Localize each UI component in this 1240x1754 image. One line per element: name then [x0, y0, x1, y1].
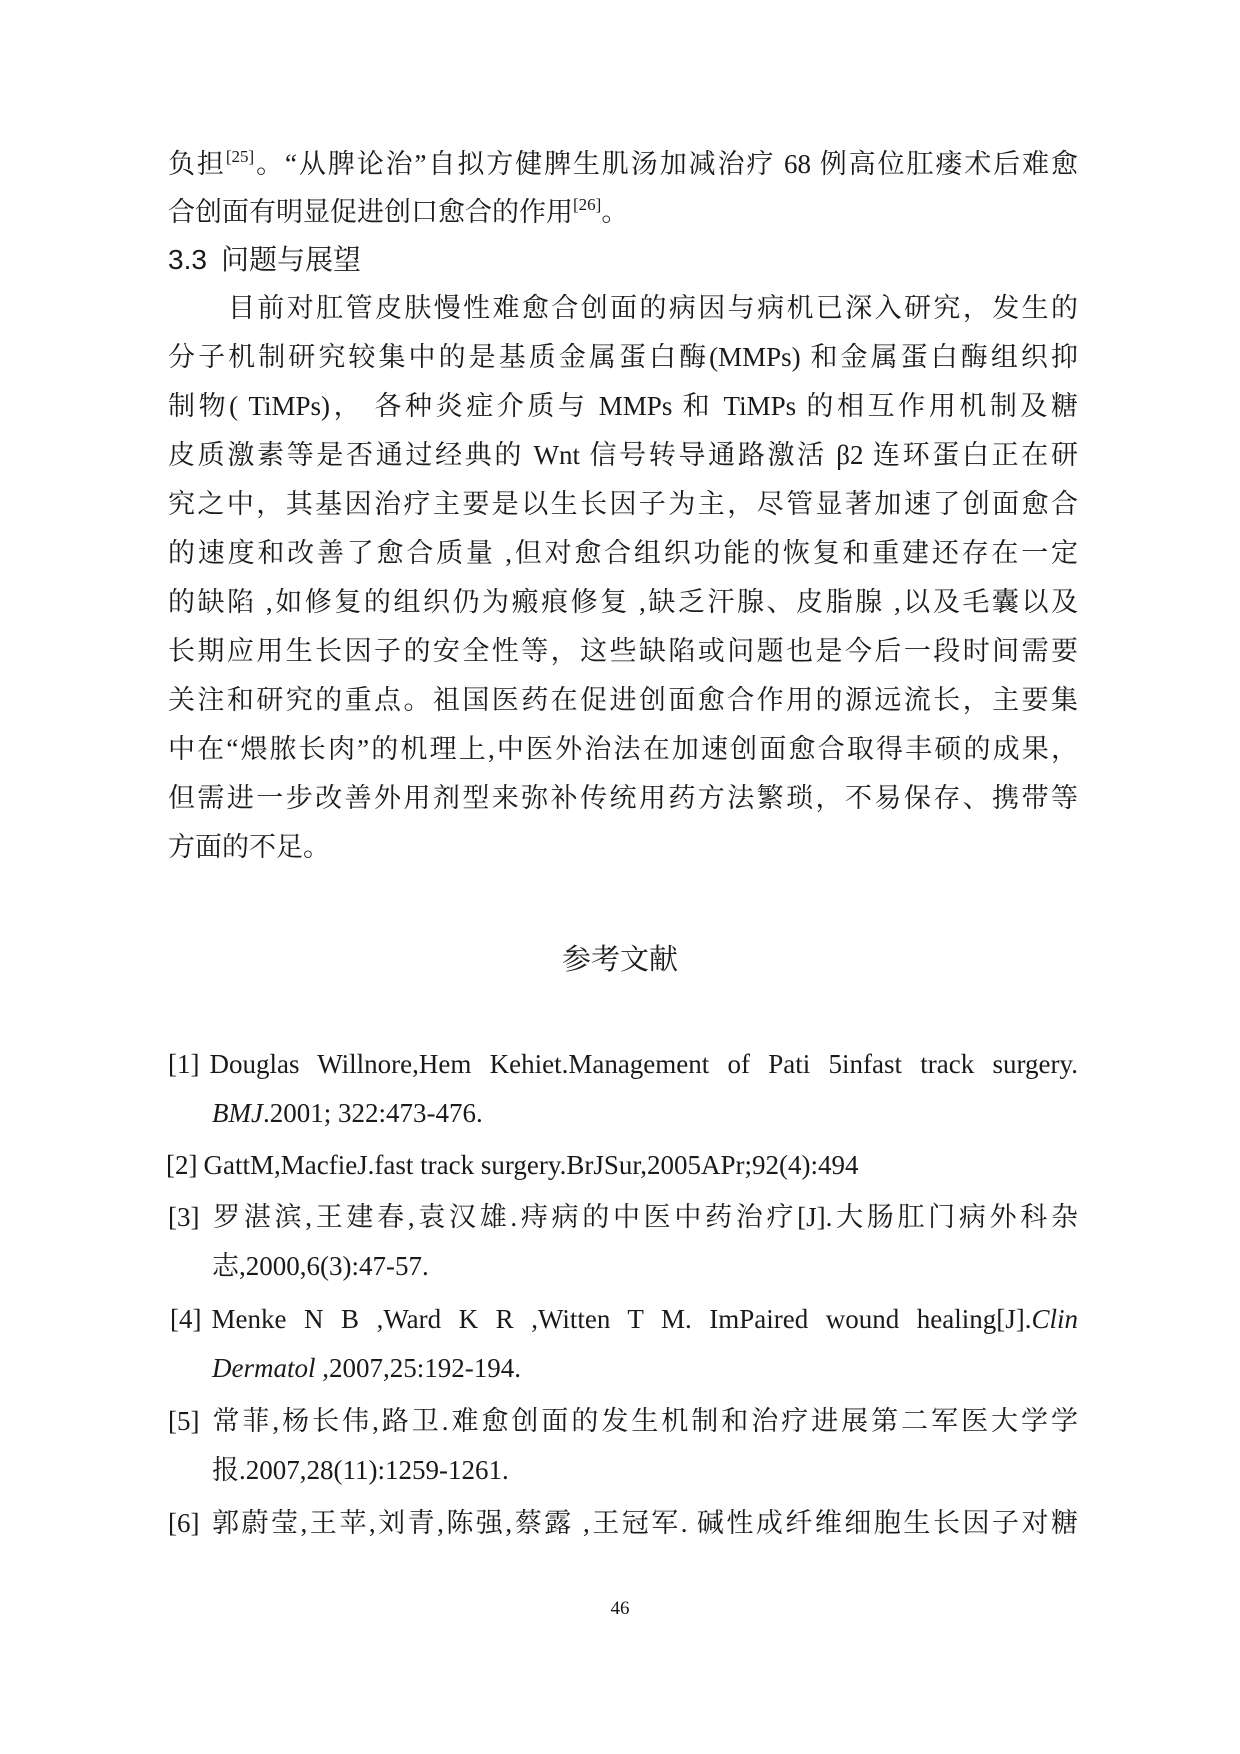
references-title: 参考文献: [561, 942, 678, 976]
section-number: 3.3: [168, 244, 207, 275]
paragraph-line: 中在“煨脓长肉”的机理上,中医外治法在加速创面愈合取得丰硕的成果，: [168, 734, 1078, 764]
paragraph-line: 关注和研究的重点。祖国医药在促进创面愈合作用的源远流长，主要集: [168, 685, 1078, 715]
paragraph-line: 的速度和改善了愈合质量 ,但对愈合组织功能的恢复和重建还存在一定: [168, 538, 1078, 568]
reference-item: [168, 1403, 1078, 1439]
reference-number: [6]: [168, 1508, 200, 1538]
reference-continuation: 志,2000,6(3):47-57.: [212, 1251, 429, 1281]
paragraph-line: 的缺陷 ,如修复的组织仍为瘢痕修复 ,缺乏汗腺、皮脂腺 ,以及毛囊以及: [168, 587, 1078, 617]
reference-item: [168, 1505, 1078, 1541]
reference-text: 郭蔚莹,王苹,刘青,陈强,蔡露 ,王冠军. 碱性成纤维细胞生长因子对糖: [209, 1508, 1078, 1538]
paragraph-line: 长期应用生长因子的安全性等，这些缺陷或问题也是今后一段时间需要: [168, 636, 1078, 666]
citation-superscript: [26]: [573, 195, 602, 214]
reference-number: [1]: [168, 1049, 200, 1079]
paragraph-line: [168, 146, 1078, 182]
section-title: 问题与展望: [220, 243, 361, 276]
text-span: 负担: [168, 149, 226, 179]
paragraph-line: 制物( TiMPs)， 各种炎症介质与 MMPs 和 TiMPs 的相互作用机制及糖: [168, 391, 1078, 421]
reference-text: 常菲,杨长伟,路卫.难愈创面的发生机制和治疗进展第二军医大学学: [209, 1406, 1078, 1436]
journal-name: BMJ: [212, 1098, 263, 1128]
paragraph-line: 分子机制研究较集中的是基质金属蛋白酶(MMPs) 和金属蛋白酶组织抑: [168, 342, 1078, 372]
paragraph-line: [168, 194, 1078, 230]
text-span: 。: [601, 197, 629, 227]
reference-text: GattM,MacfieJ.fast track surgery.BrJSur,2005APr;92(4):494: [203, 1150, 859, 1180]
paragraph-line: 但需进一步改善外用剂型来弥补传统用药方法繁琐，不易保存、携带等: [168, 783, 1078, 813]
paragraph-line: 目前对肛管皮肤慢性难愈合创面的病因与病机已深入研究，发生的: [228, 293, 1078, 323]
citation-superscript: [25]: [225, 147, 255, 166]
page-number: 46: [610, 1598, 630, 1619]
journal-name: Dermatol: [212, 1353, 316, 1383]
reference-item: [170, 1301, 1078, 1337]
reference-text: ,2007,25:192-194.: [315, 1353, 521, 1383]
reference-number: [3]: [168, 1202, 200, 1232]
reference-number: [2]: [166, 1150, 198, 1180]
reference-continuation: [212, 1350, 1078, 1386]
reference-continuation: 报.2007,28(11):1259-1261.: [212, 1455, 509, 1485]
paragraph-line: 究之中，其基因治疗主要是以生长因子为主，尽管显著加速了创面愈合: [168, 489, 1078, 519]
reference-text: 罗湛滨,王建春,袁汉雄.痔病的中医中药治疗[J].大肠肛门病外科杂: [209, 1202, 1078, 1232]
reference-continuation: [212, 1095, 1078, 1131]
reference-item: [166, 1147, 1076, 1183]
paragraph-line: 皮质激素等是否通过经典的 Wnt 信号转导通路激活 β2 连环蛋白正在研: [168, 440, 1078, 470]
journal-name: Clin: [1031, 1304, 1078, 1334]
reference-text: .2001; 322:473-476.: [262, 1098, 483, 1128]
reference-text: Menke N B ,Ward K R ,Witten T M. ImPaired wound healing[J].: [211, 1304, 1032, 1334]
reference-item: [168, 1046, 1078, 1082]
reference-item: [168, 1199, 1078, 1235]
paragraph-line: 方面的不足。: [168, 832, 330, 862]
text-span: 。“从脾论治”自拟方健脾生肌汤加减治疗 68 例高位肛瘘术后难愈: [254, 149, 1079, 179]
reference-number: [4]: [170, 1304, 202, 1334]
text-span: 合创面有明显促进创口愈合的作用: [168, 197, 573, 227]
section-heading: [168, 242, 361, 278]
reference-text: Douglas Willnore,Hem Kehiet.Management of Pati 5infast track surgery.: [209, 1049, 1078, 1079]
reference-number: [5]: [168, 1406, 200, 1436]
